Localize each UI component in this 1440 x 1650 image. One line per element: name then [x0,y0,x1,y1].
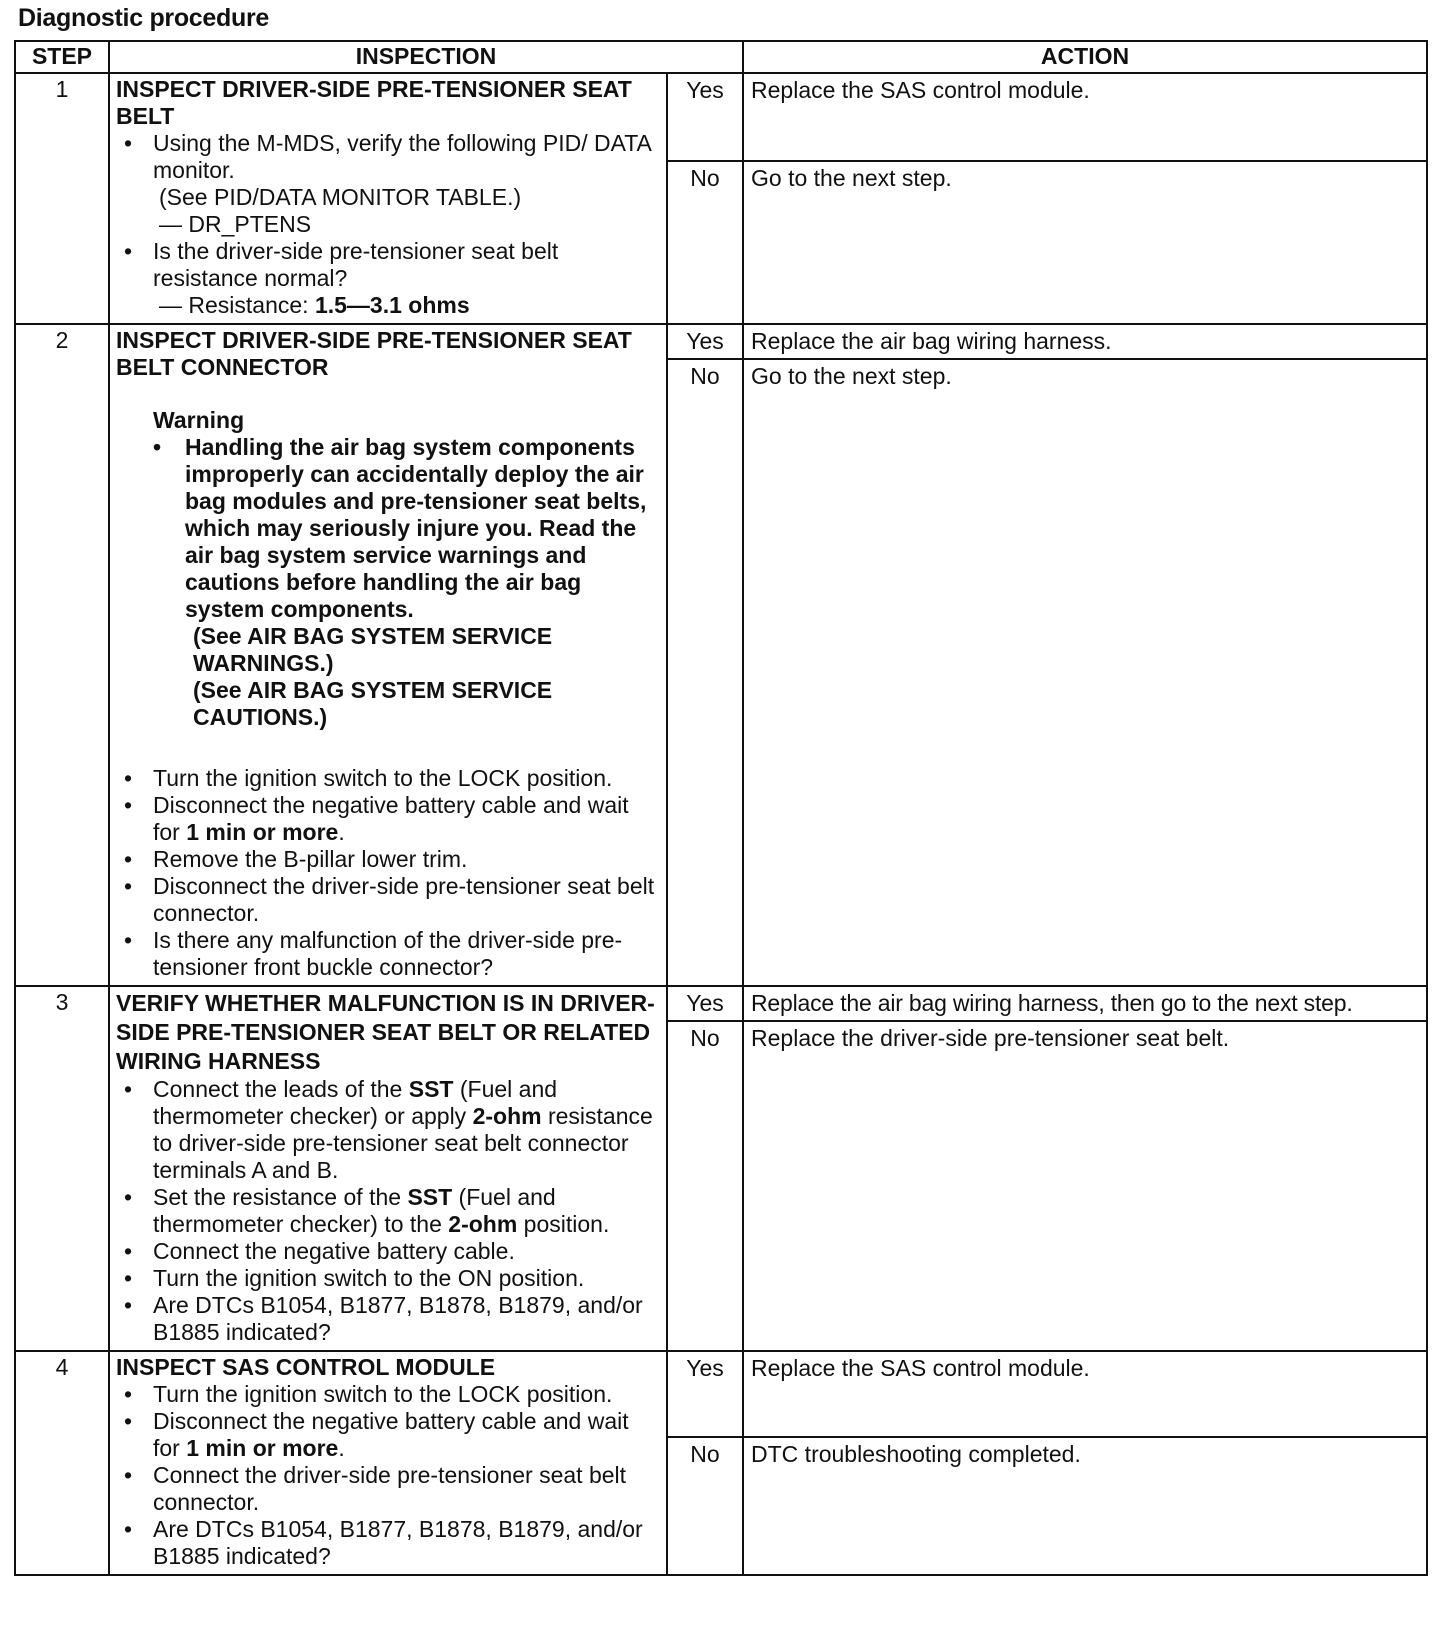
inspection-cell [109,324,667,986]
step-number: 3 [15,986,109,1351]
list-item: • Disconnect the negative battery cable and wait for 1 min or more. [116,792,660,846]
step-heading: VERIFY WHETHER MALFUNCTION IS IN DRIVER-SIDE PRE-TENSIONER SEAT BELT OR RELATED WIRING HARNESS [116,990,655,1074]
inspection-cell [109,1351,667,1575]
yes-label: Yes [667,1351,743,1437]
warning-block [153,407,660,731]
warning-reference: (See AIR BAG SYSTEM SERVICE WARNINGS.) [193,623,553,676]
list-item: • Is there any malfunction of the driver-side pre-tensioner front buckle connector? [116,927,660,981]
list-item: • Are DTCs B1054, B1877, B1878, B1879, and/or B1885 indicated? [116,1292,660,1346]
inspection-list [116,1076,660,1346]
step-number: 1 [15,73,109,324]
list-item: • Disconnect the driver-side pre-tensioner seat belt connector. [116,873,660,927]
step-heading: INSPECT SAS CONTROL MODULE [116,1354,496,1380]
no-label: No [667,161,743,324]
reference-text: (See PID/DATA MONITOR TABLE.) [159,184,522,210]
inspection-cell [109,986,667,1351]
list-item: • Set the resistance of the SST (Fuel and thermometer checker) to the 2-ohm position. [116,1184,660,1238]
list-item: • Turn the ignition switch to the ON position. [116,1265,660,1292]
warning-reference: (See AIR BAG SYSTEM SERVICE CAUTIONS.) [193,677,553,730]
yes-action: Replace the air bag wiring harness. [743,324,1427,359]
list-item: • Connect the leads of the SST (Fuel and thermometer checker) or apply 2-ohm resistance to driver-side pre-tensioner seat belt connector terminals A and B. [116,1076,660,1184]
yes-action: Replace the SAS control module. [743,73,1427,161]
header-row [15,41,1427,73]
inspection-list [116,130,660,319]
warning-item: • Handling the air bag system components improperly can accidentally deploy the air bag modules and pre-tensioner seat belts, which may seriously injure you. Read the air bag system service warnings and cautions before handling the air bag system components. (See AIR BAG SYSTEM SERVICE WARNINGS.) (See AIR BAG SYSTEM SERVICE CAUTIONS.) [153,434,660,731]
yes-action: Replace the air bag wiring harness, then go to the next step. [743,986,1427,1021]
no-action: Replace the driver-side pre-tensioner seat belt. [743,1021,1427,1351]
no-label: No [667,1437,743,1575]
list-item: • Remove the B-pillar lower trim. [116,846,660,873]
step-header: STEP [15,41,109,73]
list-item: • Are DTCs B1054, B1877, B1878, B1879, and/or B1885 indicated? [116,1516,660,1570]
table-row [15,1351,1427,1437]
inspection-cell [109,73,667,324]
yes-label: Yes [667,324,743,359]
list-item: • Disconnect the negative battery cable and wait for 1 min or more. [116,1408,660,1462]
yes-label: Yes [667,986,743,1021]
resistance-spec: — Resistance: 1.5—3.1 ohms [159,292,470,318]
no-action: Go to the next step. [743,161,1427,324]
no-action: Go to the next step. [743,359,1427,986]
step-heading: INSPECT DRIVER-SIDE PRE-TENSIONER SEAT BELT CONNECTOR [116,327,632,380]
action-header: ACTION [743,41,1427,73]
yes-label: Yes [667,73,743,161]
table-row [15,986,1427,1021]
no-action: DTC troubleshooting completed. [743,1437,1427,1575]
list-item: • Is the driver-side pre-tensioner seat belt resistance normal? — Resistance: 1.5—3.1 ohms [116,238,660,319]
inspection-header: INSPECTION [109,41,743,73]
inspection-list [116,765,660,981]
page-title: Diagnostic procedure [18,4,269,32]
list-item: • Connect the driver-side pre-tensioner seat belt connector. [116,1462,660,1516]
table-row [15,73,1427,161]
step-number: 2 [15,324,109,986]
no-label: No [667,1021,743,1351]
warning-title: Warning [153,407,245,433]
pid-name: — DR_PTENS [159,211,312,237]
list-item: • Turn the ignition switch to the LOCK position. [116,765,660,792]
step-heading: INSPECT DRIVER-SIDE PRE-TENSIONER SEAT BELT [116,76,632,129]
list-item: • Turn the ignition switch to the LOCK position. [116,1381,660,1408]
list-item: • Using the M-MDS, verify the following PID/ DATA monitor. (See PID/DATA MONITOR TABLE.) — DR_PTENS [116,130,660,238]
diagnostic-procedure-table [14,40,1428,1576]
step-number: 4 [15,1351,109,1575]
no-label: No [667,359,743,986]
list-item: • Connect the negative battery cable. [116,1238,660,1265]
yes-action: Replace the SAS control module. [743,1351,1427,1437]
inspection-list [116,1381,660,1570]
table-row [15,324,1427,359]
